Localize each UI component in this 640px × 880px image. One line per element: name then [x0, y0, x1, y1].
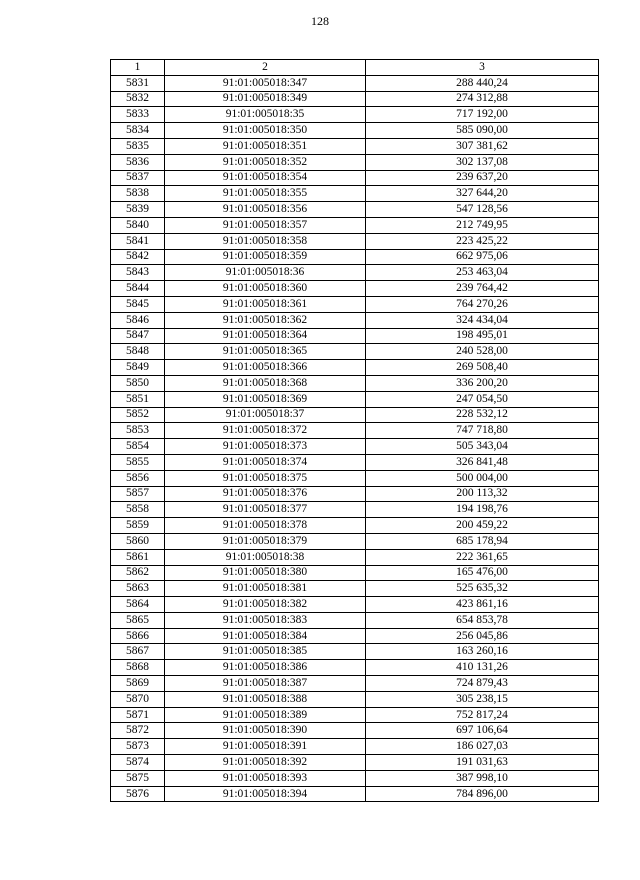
row-number-cell: 5842 — [111, 249, 165, 265]
cadastral-number-cell: 91:01:005018:362 — [165, 312, 366, 328]
row-number-cell: 5832 — [111, 91, 165, 107]
value-cell: 198 495,01 — [366, 328, 599, 344]
cadastral-number-cell: 91:01:005018:376 — [165, 486, 366, 502]
value-cell: 547 128,56 — [366, 202, 599, 218]
row-number-cell: 5862 — [111, 565, 165, 581]
table-row — [111, 739, 599, 755]
row-number-cell: 5833 — [111, 107, 165, 123]
column-header-1: 1 — [111, 60, 165, 76]
value-cell: 326 841,48 — [366, 454, 599, 470]
row-number-cell: 5848 — [111, 344, 165, 360]
value-cell: 784 896,00 — [366, 786, 599, 802]
row-number-cell: 5852 — [111, 407, 165, 423]
table-row — [111, 138, 599, 154]
value-cell: 324 434,04 — [366, 312, 599, 328]
value-cell: 239 637,20 — [366, 170, 599, 186]
row-number-cell: 5855 — [111, 454, 165, 470]
row-number-cell: 5850 — [111, 375, 165, 391]
table-row — [111, 107, 599, 123]
cadastral-number-cell: 91:01:005018:382 — [165, 597, 366, 613]
value-cell: 585 090,00 — [366, 123, 599, 139]
table-row — [111, 581, 599, 597]
row-number-cell: 5865 — [111, 612, 165, 628]
row-number-cell: 5849 — [111, 360, 165, 376]
table-row — [111, 202, 599, 218]
cadastral-number-cell: 91:01:005018:347 — [165, 75, 366, 91]
table-row — [111, 391, 599, 407]
table-row — [111, 486, 599, 502]
row-number-cell: 5875 — [111, 770, 165, 786]
row-number-cell: 5858 — [111, 502, 165, 518]
table-row — [111, 565, 599, 581]
row-number-cell: 5834 — [111, 123, 165, 139]
table-row — [111, 186, 599, 202]
row-number-cell: 5851 — [111, 391, 165, 407]
row-number-cell: 5869 — [111, 676, 165, 692]
cadastral-number-cell: 91:01:005018:386 — [165, 660, 366, 676]
value-cell: 717 192,00 — [366, 107, 599, 123]
value-cell: 327 644,20 — [366, 186, 599, 202]
cadastral-number-cell: 91:01:005018:379 — [165, 533, 366, 549]
value-cell: 764 270,26 — [366, 296, 599, 312]
table-row — [111, 375, 599, 391]
value-cell: 697 106,64 — [366, 723, 599, 739]
cadastral-number-cell: 91:01:005018:356 — [165, 202, 366, 218]
cadastral-number-cell: 91:01:005018:375 — [165, 470, 366, 486]
table-row — [111, 755, 599, 771]
row-number-cell: 5838 — [111, 186, 165, 202]
cadastral-number-cell: 91:01:005018:358 — [165, 233, 366, 249]
cadastral-number-cell: 91:01:005018:389 — [165, 707, 366, 723]
row-number-cell: 5835 — [111, 138, 165, 154]
value-cell: 307 381,62 — [366, 138, 599, 154]
table-row — [111, 344, 599, 360]
row-number-cell: 5843 — [111, 265, 165, 281]
table-row — [111, 170, 599, 186]
value-cell: 410 131,26 — [366, 660, 599, 676]
table-body — [111, 75, 599, 802]
table-row — [111, 533, 599, 549]
value-cell: 662 975,06 — [366, 249, 599, 265]
cadastral-number-cell: 91:01:005018:350 — [165, 123, 366, 139]
cadastral-number-cell: 91:01:005018:372 — [165, 423, 366, 439]
value-cell: 288 440,24 — [366, 75, 599, 91]
table-row — [111, 644, 599, 660]
table-row — [111, 296, 599, 312]
row-number-cell: 5853 — [111, 423, 165, 439]
table-row — [111, 249, 599, 265]
value-cell: 194 198,76 — [366, 502, 599, 518]
row-number-cell: 5866 — [111, 628, 165, 644]
table-row — [111, 549, 599, 565]
cadastral-number-cell: 91:01:005018:392 — [165, 755, 366, 771]
cadastral-number-cell: 91:01:005018:359 — [165, 249, 366, 265]
cadastral-number-cell: 91:01:005018:373 — [165, 439, 366, 455]
table-row — [111, 75, 599, 91]
row-number-cell: 5861 — [111, 549, 165, 565]
value-cell: 228 532,12 — [366, 407, 599, 423]
row-number-cell: 5876 — [111, 786, 165, 802]
row-number-cell: 5864 — [111, 597, 165, 613]
table-row — [111, 786, 599, 802]
table-row — [111, 597, 599, 613]
cadastral-number-cell: 91:01:005018:360 — [165, 281, 366, 297]
row-number-cell: 5845 — [111, 296, 165, 312]
cadastral-number-cell: 91:01:005018:355 — [165, 186, 366, 202]
cadastral-number-cell: 91:01:005018:381 — [165, 581, 366, 597]
table-row — [111, 770, 599, 786]
table-row — [111, 612, 599, 628]
table-row — [111, 423, 599, 439]
cadastral-number-cell: 91:01:005018:368 — [165, 375, 366, 391]
cadastral-number-cell: 91:01:005018:369 — [165, 391, 366, 407]
row-number-cell: 5840 — [111, 217, 165, 233]
row-number-cell: 5868 — [111, 660, 165, 676]
row-number-cell: 5859 — [111, 518, 165, 534]
row-number-cell: 5839 — [111, 202, 165, 218]
cadastral-number-cell: 91:01:005018:384 — [165, 628, 366, 644]
cadastral-number-cell: 91:01:005018:394 — [165, 786, 366, 802]
cadastral-number-cell: 91:01:005018:349 — [165, 91, 366, 107]
row-number-cell: 5867 — [111, 644, 165, 660]
cadastral-number-cell: 91:01:005018:390 — [165, 723, 366, 739]
row-number-cell: 5871 — [111, 707, 165, 723]
table-row — [111, 691, 599, 707]
value-cell: 747 718,80 — [366, 423, 599, 439]
cadastral-number-cell: 91:01:005018:391 — [165, 739, 366, 755]
column-header-2: 2 — [165, 60, 366, 76]
cadastral-number-cell: 91:01:005018:388 — [165, 691, 366, 707]
cadastral-number-cell: 91:01:005018:357 — [165, 217, 366, 233]
value-cell: 423 861,16 — [366, 597, 599, 613]
value-cell: 212 749,95 — [366, 217, 599, 233]
table-row — [111, 407, 599, 423]
row-number-cell: 5874 — [111, 755, 165, 771]
cadastral-number-cell: 91:01:005018:380 — [165, 565, 366, 581]
row-number-cell: 5873 — [111, 739, 165, 755]
row-number-cell: 5856 — [111, 470, 165, 486]
value-cell: 685 178,94 — [366, 533, 599, 549]
value-cell: 274 312,88 — [366, 91, 599, 107]
value-cell: 654 853,78 — [366, 612, 599, 628]
cadastral-number-cell: 91:01:005018:36 — [165, 265, 366, 281]
page-number: 128 — [311, 14, 329, 28]
row-number-cell: 5854 — [111, 439, 165, 455]
row-number-cell: 5841 — [111, 233, 165, 249]
table-row — [111, 660, 599, 676]
row-number-cell: 5857 — [111, 486, 165, 502]
row-number-cell: 5863 — [111, 581, 165, 597]
value-cell: 247 054,50 — [366, 391, 599, 407]
table-row — [111, 328, 599, 344]
cadastral-value-table — [110, 59, 599, 802]
row-number-cell: 5836 — [111, 154, 165, 170]
row-number-cell: 5846 — [111, 312, 165, 328]
cadastral-number-cell: 91:01:005018:385 — [165, 644, 366, 660]
value-cell: 525 635,32 — [366, 581, 599, 597]
row-number-cell: 5831 — [111, 75, 165, 91]
cadastral-number-cell: 91:01:005018:383 — [165, 612, 366, 628]
value-cell: 253 463,04 — [366, 265, 599, 281]
table-row — [111, 265, 599, 281]
table-row — [111, 123, 599, 139]
value-cell: 165 476,00 — [366, 565, 599, 581]
value-cell: 505 343,04 — [366, 439, 599, 455]
cadastral-number-cell: 91:01:005018:377 — [165, 502, 366, 518]
table-row — [111, 470, 599, 486]
cadastral-number-cell: 91:01:005018:387 — [165, 676, 366, 692]
cadastral-number-cell: 91:01:005018:361 — [165, 296, 366, 312]
row-number-cell: 5844 — [111, 281, 165, 297]
table-row — [111, 360, 599, 376]
cadastral-number-cell: 91:01:005018:35 — [165, 107, 366, 123]
value-cell: 186 027,03 — [366, 739, 599, 755]
table-row — [111, 454, 599, 470]
cadastral-number-cell: 91:01:005018:365 — [165, 344, 366, 360]
value-cell: 223 425,22 — [366, 233, 599, 249]
table-row — [111, 628, 599, 644]
table-row — [111, 502, 599, 518]
value-cell: 387 998,10 — [366, 770, 599, 786]
value-cell: 336 200,20 — [366, 375, 599, 391]
value-cell: 500 004,00 — [366, 470, 599, 486]
cadastral-number-cell: 91:01:005018:378 — [165, 518, 366, 534]
table-header-row — [111, 60, 599, 76]
table-row — [111, 707, 599, 723]
row-number-cell: 5847 — [111, 328, 165, 344]
value-cell: 239 764,42 — [366, 281, 599, 297]
value-cell: 305 238,15 — [366, 691, 599, 707]
cadastral-number-cell: 91:01:005018:352 — [165, 154, 366, 170]
cadastral-number-cell: 91:01:005018:38 — [165, 549, 366, 565]
table-row — [111, 312, 599, 328]
cadastral-number-cell: 91:01:005018:351 — [165, 138, 366, 154]
cadastral-number-cell: 91:01:005018:366 — [165, 360, 366, 376]
table-row — [111, 91, 599, 107]
table-row — [111, 676, 599, 692]
table-row — [111, 518, 599, 534]
value-cell: 269 508,40 — [366, 360, 599, 376]
row-number-cell: 5837 — [111, 170, 165, 186]
value-cell: 256 045,86 — [366, 628, 599, 644]
value-cell: 752 817,24 — [366, 707, 599, 723]
value-cell: 200 113,32 — [366, 486, 599, 502]
table-row — [111, 154, 599, 170]
value-cell: 302 137,08 — [366, 154, 599, 170]
table-row — [111, 233, 599, 249]
cadastral-number-cell: 91:01:005018:354 — [165, 170, 366, 186]
value-cell: 200 459,22 — [366, 518, 599, 534]
value-cell: 240 528,00 — [366, 344, 599, 360]
value-cell: 191 031,63 — [366, 755, 599, 771]
cadastral-number-cell: 91:01:005018:374 — [165, 454, 366, 470]
table-row — [111, 281, 599, 297]
value-cell: 222 361,65 — [366, 549, 599, 565]
table-row — [111, 217, 599, 233]
cadastral-number-cell: 91:01:005018:393 — [165, 770, 366, 786]
table-row — [111, 439, 599, 455]
column-header-3: 3 — [366, 60, 599, 76]
value-cell: 724 879,43 — [366, 676, 599, 692]
row-number-cell: 5860 — [111, 533, 165, 549]
row-number-cell: 5870 — [111, 691, 165, 707]
cadastral-number-cell: 91:01:005018:37 — [165, 407, 366, 423]
value-cell: 163 260,16 — [366, 644, 599, 660]
table-row — [111, 723, 599, 739]
cadastral-number-cell: 91:01:005018:364 — [165, 328, 366, 344]
row-number-cell: 5872 — [111, 723, 165, 739]
